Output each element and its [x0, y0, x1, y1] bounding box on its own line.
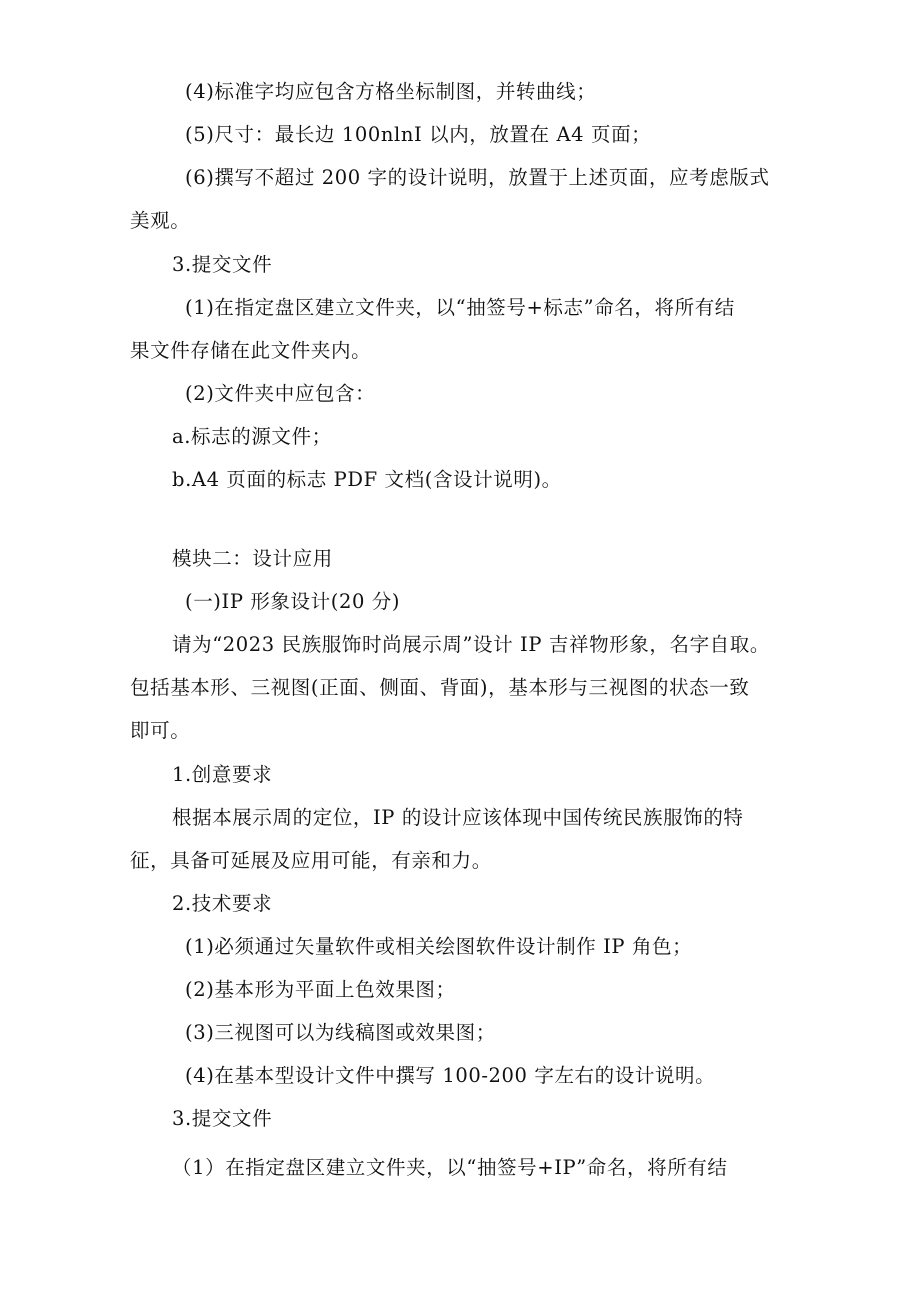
- section-heading: 3.提交文件: [172, 1107, 273, 1130]
- text-line: a.标志的源文件；: [172, 425, 332, 448]
- text-line: 果文件存储在此文件夹内。: [130, 339, 372, 362]
- text-line: （1）在指定盘区建立文件夹，以“抽签号+IP”命名，将所有结: [172, 1156, 728, 1179]
- text-line: (6)撰写不超过 200 字的设计说明，放置于上述页面，应考虑版式: [185, 166, 770, 189]
- text-line: (4)在基本型设计文件中撰写 100-200 字左右的设计说明。: [185, 1064, 716, 1087]
- section-heading: 2.技术要求: [172, 892, 273, 915]
- text-line: (2)基本形为平面上色效果图；: [185, 978, 456, 1001]
- text-line: (3)三视图可以为线稿图或效果图；: [185, 1021, 496, 1044]
- text-line: (1)必须通过矢量软件或相关绘图软件设计制作 IP 角色；: [185, 935, 693, 958]
- text-line: (5)尺寸：最长边 100nlnI 以内，放置在 A4 页面；: [185, 123, 652, 146]
- subsection-heading: (一)IP 形象设计(20 分): [185, 590, 401, 613]
- text-line: 美观。: [130, 209, 191, 232]
- text-line: (4)标准字均应包含方格坐标制图，并转曲线；: [185, 80, 597, 103]
- text-line: b.A4 页面的标志 PDF 文档(含设计说明)。: [172, 468, 562, 491]
- text-line: (1)在指定盘区建立文件夹，以“抽签号+标志”命名，将所有结: [185, 296, 735, 319]
- text-line: 请为“2023 民族服饰时尚展示周”设计 IP 吉祥物形象，名字自取。: [172, 633, 770, 656]
- text-line: 即可。: [130, 719, 191, 742]
- text-line: 根据本展示周的定位，IP 的设计应该体现中国传统民族服饰的特: [172, 806, 744, 829]
- text-line: (2)文件夹中应包含：: [185, 382, 376, 405]
- text-line: 征，具备可延展及应用可能，有亲和力。: [130, 849, 492, 872]
- text-line: 包括基本形、三视图(正面、侧面、背面)，基本形与三视图的状态一致: [130, 676, 750, 699]
- section-heading: 1.创意要求: [172, 763, 273, 786]
- module-heading: 模块二：设计应用: [172, 547, 333, 570]
- section-heading: 3.提交文件: [172, 253, 273, 276]
